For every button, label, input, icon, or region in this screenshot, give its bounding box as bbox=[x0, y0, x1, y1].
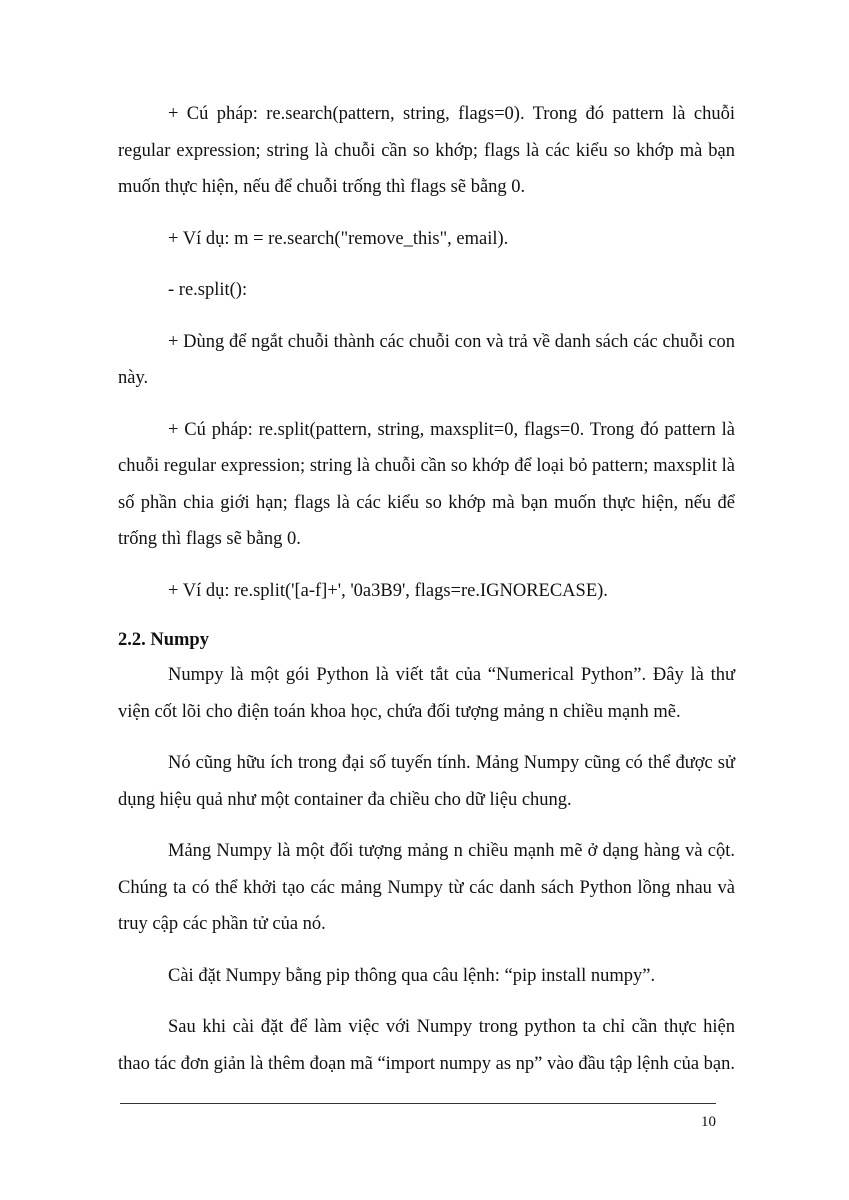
page-body bbox=[118, 96, 735, 1082]
paragraph-numpy-install: Cài đặt Numpy bằng pip thông qua câu lệnh: “pip install numpy”. bbox=[168, 965, 656, 986]
paragraph-split-title: - re.split(): bbox=[168, 280, 248, 300]
footer-divider bbox=[120, 1103, 716, 1104]
page-number: 10 bbox=[701, 1114, 716, 1130]
paragraph-numpy-import: Sau khi cài đặt để làm việc với Numpy trong python ta chỉ cần thực hiện thao tác đơn giản là thêm đoạn mã “import numpy as np” vào đầu tập lệnh của bạn. bbox=[118, 1017, 736, 1074]
paragraph-split-syntax: + Cú pháp: re.split(pattern, string, maxsplit=0, flags=0. Trong đó pattern là chuỗi regular expression; string là chuỗi cần so khớp để loại bỏ pattern; maxsplit là số phần chia giới hạn; flags là các kiểu so khớp mà bạn muốn thực hiện, nếu để trống thì flags sẽ bằng 0. bbox=[118, 419, 735, 549]
paragraph-search-example: + Ví dụ: m = re.search("remove_this", email). bbox=[168, 228, 509, 249]
paragraph-numpy-array: Mảng Numpy là một đối tượng mảng n chiều mạnh mẽ ở dạng hàng và cột. Chúng ta có thể khởi tạo các mảng Numpy từ các danh sách Python lồng nhau và truy cập các phần tử của nó. bbox=[118, 841, 735, 934]
paragraph-split-description: + Dùng để ngắt chuỗi thành các chuỗi con và trả về danh sách các chuỗi con này. bbox=[118, 331, 735, 388]
paragraph-numpy-intro: Numpy là một gói Python là viết tắt của “Numerical Python”. Đây là thư viện cốt lõi cho điện toán khoa học, chứa đối tượng mảng n chiều mạnh mẽ. bbox=[118, 665, 735, 722]
paragraph-search-syntax: + Cú pháp: re.search(pattern, string, flags=0). Trong đó pattern là chuỗi regular expression; string là chuỗi cần so khớp; flags là các kiểu so khớp mà bạn muốn thực hiện, nếu để chuỗi trống thì flags sẽ bằng 0. bbox=[118, 104, 735, 197]
section-heading-numpy: 2.2. Numpy bbox=[118, 630, 209, 650]
paragraph-split-example: + Ví dụ: re.split('[a-f]+', '0a3B9', flags=re.IGNORECASE). bbox=[168, 580, 608, 601]
paragraph-numpy-linear-algebra: Nó cũng hữu ích trong đại số tuyến tính. Mảng Numpy cũng có thể được sử dụng hiệu quả như một container đa chiều cho dữ liệu chung. bbox=[118, 753, 735, 810]
